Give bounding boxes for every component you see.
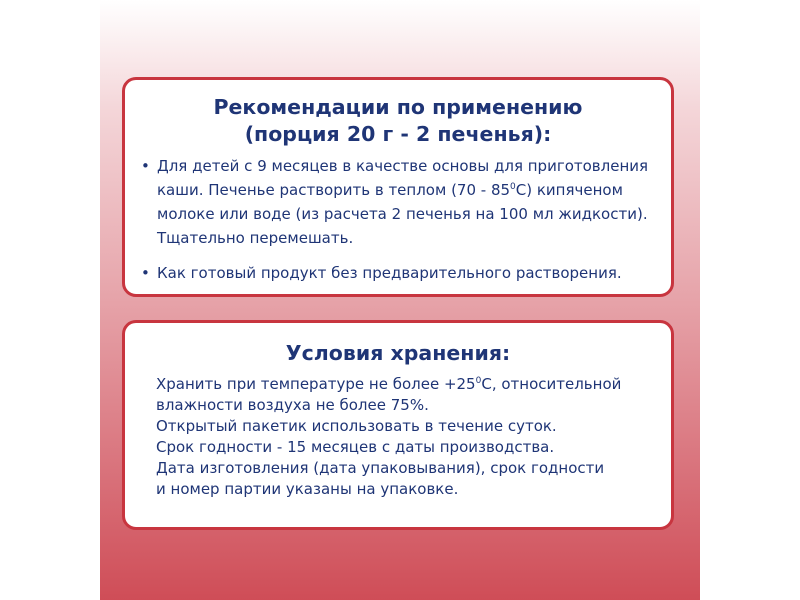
usage-item-ready (140, 261, 659, 285)
degree-superscript: 0 (510, 182, 516, 192)
usage-list (125, 154, 671, 285)
bullet-icon: • (141, 264, 150, 282)
storage-line1-b: С, относительной (481, 375, 622, 393)
storage-title: Условия хранения: (285, 341, 511, 365)
usage-title-line2: (порция 20 г - 2 печенья): (244, 122, 552, 146)
storage-text (125, 374, 671, 500)
usage-title-line1: Рекомендации по применению (213, 95, 583, 119)
storage-line-date: Дата изготовления (дата упаковывания), срок годности (156, 459, 605, 477)
storage-line-batch: и номер партии указаны на упаковке. (156, 480, 459, 498)
usage-item-prepare (140, 154, 659, 250)
storage-line-opened: Открытый пакетик использовать в течение суток. (156, 417, 557, 435)
bullet-icon: • (141, 157, 150, 175)
usage-item-ready-text: Как готовый продукт без предварительного растворения. (157, 264, 622, 282)
storage-card (122, 320, 674, 530)
usage-item-prepare-text-b: С) кипяченом молоке или воде (из расчета 2 печенья на 100 мл жидкости). Тщательно перемешать. (157, 181, 648, 247)
usage-card (122, 77, 674, 297)
storage-line-humidity: влажности воздуха не более 75%. (156, 396, 429, 414)
usage-title (125, 94, 671, 148)
degree-superscript: 0 (475, 376, 482, 386)
storage-line-shelf-life: Срок годности - 15 месяцев с даты производства. (156, 438, 555, 456)
storage-line1-a: Хранить при температуре не более +25 (156, 375, 476, 393)
usage-item-prepare-text-a: Для детей с 9 месяцев в качестве основы для приготовления каши. Печенье растворить в теплом (70 - 85 (157, 157, 649, 199)
background-panel (100, 0, 700, 600)
storage-line-temperature (156, 374, 653, 395)
